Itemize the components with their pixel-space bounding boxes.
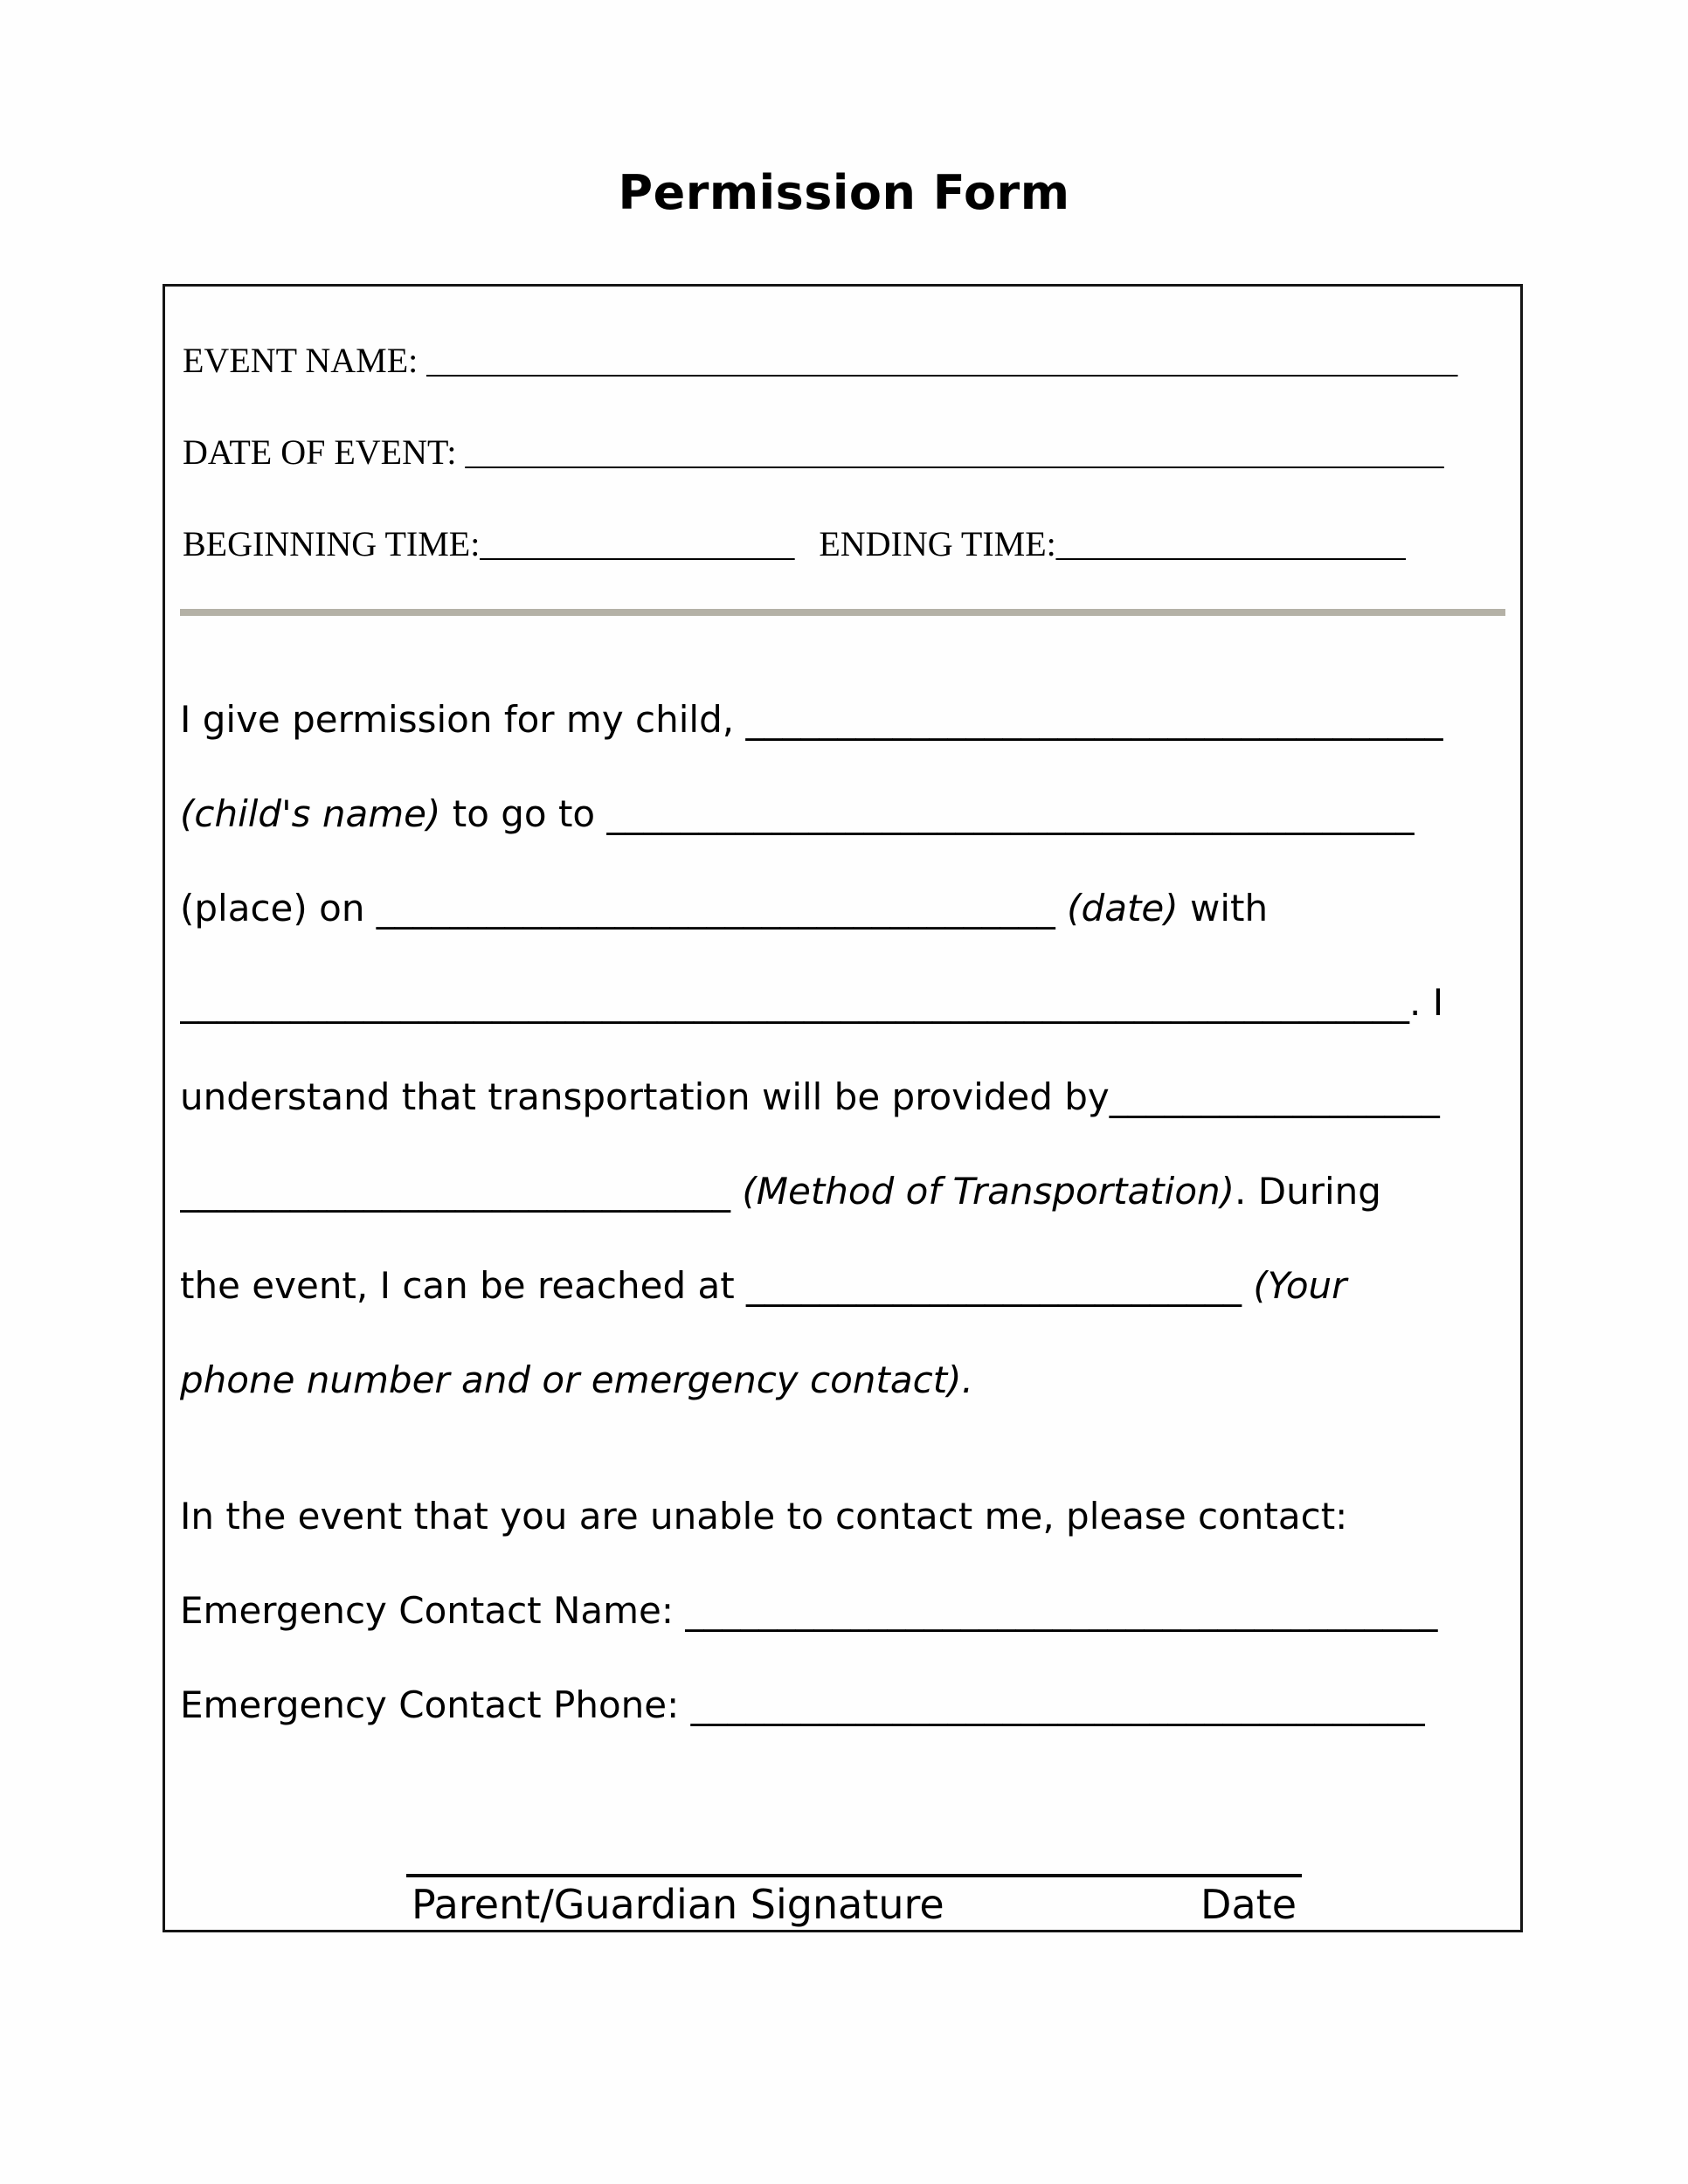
event-name-blank: ___________________________________________________________ xyxy=(418,341,1458,380)
text-segment: In the event that you are unable to contact me, please contact: xyxy=(180,1495,1348,1538)
text-segment xyxy=(1055,887,1067,930)
text-segment: (place) on xyxy=(180,887,377,930)
form-line xyxy=(180,673,1510,767)
event-name-label: EVENT NAME: xyxy=(183,341,419,380)
signature-line xyxy=(406,1874,1302,1877)
form-line xyxy=(180,1469,1510,1564)
text-segment xyxy=(1242,1264,1253,1307)
date-of-event-blank: ________________________________________________________ xyxy=(456,432,1444,472)
text-segment: to go to xyxy=(440,792,607,835)
text-segment: (Method of Transportation) xyxy=(742,1170,1235,1213)
text-segment: with xyxy=(1178,887,1269,930)
parent-guardian-signature-label: Parent/Guardian Signature xyxy=(412,1881,944,1928)
form-line xyxy=(180,956,1510,1050)
times-row xyxy=(183,498,1503,590)
blank-line: __________________ xyxy=(1109,1075,1440,1118)
blank-line: ______________________________ xyxy=(180,1170,730,1213)
date-of-event-row xyxy=(183,406,1503,498)
text-segment: . I xyxy=(1409,981,1444,1024)
event-name-row xyxy=(183,314,1503,406)
text-segment xyxy=(730,1170,742,1213)
permission-paragraph xyxy=(180,673,1510,1752)
blank-line: ______________________________________ xyxy=(745,698,1443,741)
text-segment: the event, I can be reached at xyxy=(180,1264,747,1307)
date-label: Date xyxy=(1200,1881,1297,1928)
beginning-time-blank: __________________ xyxy=(480,524,795,563)
form-line xyxy=(180,1239,1510,1333)
form-line xyxy=(180,861,1510,956)
beginning-time-label: BEGINNING TIME: xyxy=(183,524,481,563)
text-segment: (date) xyxy=(1067,887,1179,930)
text-segment: phone number and or emergency contact). xyxy=(180,1358,973,1401)
form-title: Permission Form xyxy=(618,165,1070,220)
header-fields xyxy=(183,314,1503,590)
signature-labels-row xyxy=(406,1882,1302,1927)
text-segment: Emergency Contact Phone: xyxy=(180,1683,691,1726)
blank-line: ___________________________ xyxy=(746,1264,1242,1307)
text-segment: understand that transportation will be provided by xyxy=(180,1075,1110,1118)
form-border-box xyxy=(163,284,1523,1932)
text-segment: I give permission for my child, xyxy=(180,698,746,741)
form-line xyxy=(180,1333,1510,1427)
section-divider xyxy=(180,609,1505,616)
blank-line: _____________________________________ xyxy=(376,887,1055,930)
text-segment: Emergency Contact Name: xyxy=(180,1589,686,1632)
blank-line: _________________________________________ xyxy=(685,1589,1438,1632)
form-line xyxy=(180,1050,1510,1144)
form-line xyxy=(180,1564,1510,1658)
blank-line: ___________________________________________________________________ xyxy=(180,981,1409,1024)
ending-time-label: ENDING TIME: xyxy=(819,524,1056,563)
form-line xyxy=(180,767,1510,861)
ending-time-blank: ____________________ xyxy=(1055,524,1406,563)
form-line xyxy=(180,1144,1510,1239)
form-line xyxy=(180,1658,1510,1752)
text-segment: (child's name) xyxy=(180,792,441,835)
text-segment: (Your xyxy=(1253,1264,1347,1307)
text-segment: . During xyxy=(1235,1170,1381,1213)
date-of-event-label: DATE OF EVENT: xyxy=(183,432,457,472)
blank-line: ________________________________________ xyxy=(690,1683,1425,1726)
blank-line: ____________________________________________ xyxy=(606,792,1415,835)
